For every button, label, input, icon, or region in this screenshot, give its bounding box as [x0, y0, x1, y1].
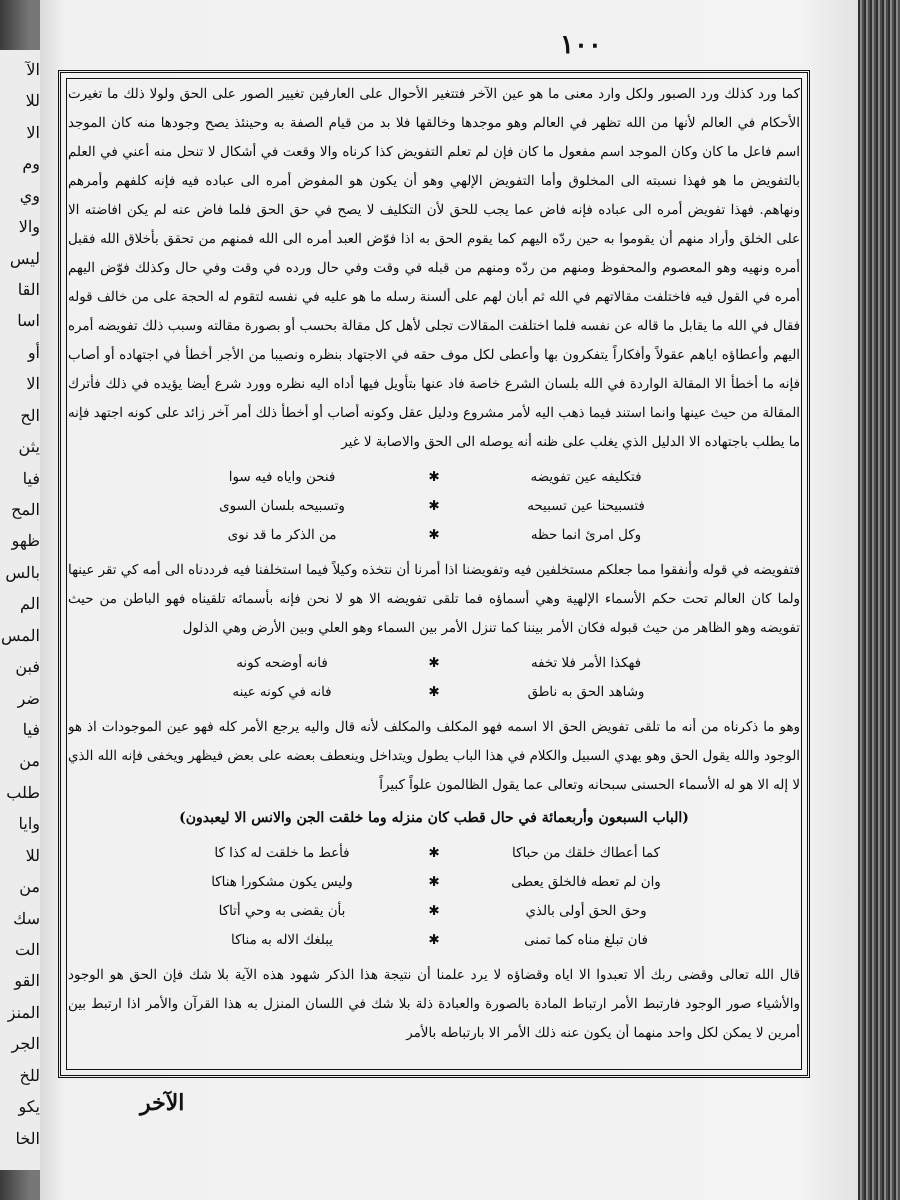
verse-left-hemistich: فأعط ما خلقت له كذا كا: [214, 846, 350, 861]
verse-line: [68, 492, 800, 521]
previous-page-text-fragment: وي: [19, 185, 40, 205]
verse-line: [68, 678, 800, 707]
star-separator-icon: ✱: [428, 685, 440, 700]
verse-right-hemistich: فتكليفه عين تفويضه: [530, 470, 642, 485]
verse-line: [68, 463, 800, 492]
previous-page-text-fragment: ضر: [17, 688, 40, 708]
previous-page-text-fragment: الا: [26, 374, 40, 394]
previous-page-text-fragment: بالس: [5, 562, 40, 582]
previous-page-text-fragment: للخ: [19, 1065, 40, 1085]
verse-line: [68, 926, 800, 955]
previous-page-text-fragment: اسا: [17, 311, 40, 331]
previous-page-text-fragment: فيا: [22, 720, 40, 739]
previous-page-text-fragment: يكو: [18, 1097, 40, 1117]
previous-page-text-fragment: الجر: [11, 1034, 40, 1054]
verse-line: [68, 649, 800, 678]
verse-right-hemistich: فهكذا الأمر فلا تخفه: [530, 656, 642, 671]
star-separator-icon: ✱: [428, 846, 440, 861]
verse-right-hemistich: وشاهد الحق به ناطق: [527, 685, 645, 700]
paragraph: وهو ما ذكرناه من أنه ما تلقى تفويض الحق الا اسمه فهو المكلف والمكلف لأنه قال واليه يرجع الأمر كله فهو عين الموجودات اذ هو الوجود والله يقول الحق وهو يهدي السبيل والكلام في هذا الباب يطول ويتداخل وينعطف بعضه على بعض فيظهر ويخفى فإنه الله الذي لا إله الا هو له الأسماء الحسنى سبحانه وتعالى عما يقول الظالمون علواً كبيراً: [68, 720, 800, 793]
previous-page-text-fragment: سك: [13, 908, 40, 928]
previous-page-edge: [0, 50, 43, 1170]
previous-page-text-fragment: المس: [1, 625, 40, 645]
paragraph: فتفويضه في قوله وأنفقوا مما جعلكم مستخلفين فيه وتفويضنا اذا أمرنا أن نتخذه وكيلاً فيما استخلفنا فيه فرددناه الى أمه كي تقر عينها ولما كان العالم تحت حكم الأسماء الإلهية وهي أسماؤه فما تلقى تفويضه الا هو لا نحن فإنه بأسمائه تلقيناه فهو الباطن من حيث تفويضه وهو الظاهر من حيث قبوله فكان الأمر بيننا كما تنزل الأمر بين السماء وهو العلي وبين الأرض وهي الذلول: [68, 563, 800, 636]
previous-page-text-fragment: يثن: [18, 437, 40, 457]
previous-page-text-fragment: طلب: [6, 782, 40, 802]
paragraph: كما ورد كذلك ورد الصبور ولكل وارد معنى ما هو عين الآخر فتتغير الأحوال على العارفين تغيير الصور على الحق ولولا ذلك ما تغيرت الأحكام في العالم لأنها من الله تظهر في العالم وهو موجدها وخالقها فلا بد من قيام الصفة به وحينئذ يصح وجودها منه كان الموجد اسم فاعل ما كان وكان الموجد اسم مفعول ما كان فإن لم تعلم التفويض كذا كرناه والا وقعت في أشكال لا تنحل منه أعني في العلم بالتفويض ما هو فهذا نسبته الى المخلوق وأما التفويض الإلهي وهو أن يكون هو المفوض أمره الى عباده فيه فإنه كلفهم وأمرهم ونهاهم. فهذا تفويض أمره الى عباده فإنه فاض عما يجب للحق لأن التكليف لا يصح في حق الحق فلما فاض عنه لم يكن افاضته الا على الخلق وأراد منهم أن يقوموا به حين ردّه اليهم كما يقوم الحق به اذا فوّض العبد أمره الى الله فمنهم من تحقق بأخلاق الله فقبل أمره ونهيه وهو المعصوم والمحفوظ ومنهم من ردّه ومنهم من قبله في وقت وفي حال ورده في وقت وفي حال وكذلك فوّض اليهم أمره في القول فيه فاختلفت مقالاتهم في الله ثم أبان لهم على ألسنة رسله ما هو عليه في نفسه لتقوم له الحجة على من خالف قوله فقال في الله ما يقابل ما قاله عن نفسه فلما اختلفت المقالات تجلى لأهل كل مقالة بحسب أو بصورة مقالته وسبب ذلك تفويضه أمره اليهم وأعطاؤه اياهم عقولاً وأفكاراً يتفكرون بها وأعطى لكل موف حقه في الاجتهاد بنظره ونصيبا من الأجر أخطأ في اجتهاده أو أصاب فإنه ما أخطأ الا المقالة الواردة في الله بلسان الشرع خاصة فاد عنها بتأويل فيها أداه اليه نظره وورد شرع أيضا يؤيده في ذلك فأترك المقالة من حيث عينها وانما استند فيما ذهب اليه لأمر مشروع ودليل عقل وكونه أصاب أو أخطأ ذلك أمر آخر زائد على كونه اجتهد فإنه ما يطلب باجتهاده الا الدليل الذي يغلب على ظنه أنه يوصله الى الحق والاصابة لا غير: [68, 87, 800, 450]
verse-line: [68, 868, 800, 897]
previous-page-text-fragment: الخا: [15, 1128, 40, 1148]
chapter-title: (الباب السبعون وأربعمائة في حال قطب كان منزله وما خلقت الجن والانس الا ليعبدون): [179, 810, 689, 826]
previous-page-text-fragment: الت: [14, 940, 40, 959]
verse-right-hemistich: فتسبيحنا عين تسبيحه: [527, 499, 645, 514]
verse-left-hemistich: من الذكر ما قد نوى: [227, 528, 337, 543]
previous-page-text-fragment: أو: [27, 342, 40, 362]
verse-right-hemistich: وحق الحق أولى بالذي: [525, 904, 647, 919]
previous-page-text-fragment: الح: [20, 405, 40, 425]
previous-page-text-fragment: الم: [20, 594, 40, 614]
previous-page-text-fragment: المح: [11, 500, 40, 519]
previous-page-text-fragment: القا: [17, 280, 40, 299]
verse-group: [68, 463, 800, 550]
previous-page-text-fragment: للا: [25, 91, 40, 111]
star-separator-icon: ✱: [428, 904, 440, 919]
verse-left-hemistich: فانه أوضحه كونه: [236, 656, 328, 671]
previous-page-text-fragment: فبن: [15, 657, 40, 677]
previous-page-text-fragment: فيا: [22, 468, 40, 488]
previous-page-text-fragment: ليس: [9, 248, 40, 268]
star-separator-icon: ✱: [428, 499, 440, 514]
previous-page-text-fragment: من: [19, 877, 40, 897]
star-separator-icon: ✱: [428, 656, 440, 671]
previous-page-text-fragment: للا: [25, 845, 40, 865]
verse-left-hemistich: وليس يكون مشكورا هناكا: [211, 875, 353, 890]
star-separator-icon: ✱: [428, 933, 440, 948]
previous-page-text-fragment: وايا: [18, 814, 40, 834]
star-separator-icon: ✱: [428, 470, 440, 485]
verse-right-hemistich: وكل امرئ انما حظه: [530, 528, 642, 543]
previous-page-text-fragment: القو: [14, 971, 40, 991]
catchword: الآخر: [140, 1090, 185, 1116]
previous-page-text-fragment: الا: [26, 122, 40, 142]
verse-group: [68, 649, 800, 707]
page-stack-gutter: [858, 0, 900, 1200]
previous-page-text-fragment: المنز: [7, 1002, 40, 1022]
previous-page-text-fragment: وم: [22, 154, 40, 174]
verse-left-hemistich: يبلغك الاله به مناكا: [231, 933, 333, 948]
previous-page-text-fragment: والا: [18, 217, 40, 237]
verse-line: [68, 521, 800, 550]
paragraph: قال الله تعالى وقضى ربك ألا تعبدوا الا اياه وقضاؤه لا يرد علمنا أن نتيجة هذا الذكر شهود هذه الآية بلا شك فإن الحق هو الوجود والأشياء صور الوجود فارتبط الأمر ارتباط المادة بالصورة والعبادة ذلة بلا شك في اللسان المنزل به هذا القرآن والأمر اذا ارتبط بين أمرين لا يمكن لكل واحد منهما أن يكون عنه ذلك الأمر الا بارتباطه بالأمر: [68, 968, 800, 1041]
verse-left-hemistich: فانه في كونه عينه: [232, 685, 332, 700]
verse-line: [68, 839, 800, 868]
verse-line: [68, 897, 800, 926]
star-separator-icon: ✱: [428, 875, 440, 890]
verse-right-hemistich: وان لم تعطه فالخلق يعطى: [511, 875, 661, 890]
verse-right-hemistich: فان تبلغ مناه كما تمنى: [524, 933, 648, 948]
page-number: ١٠٠: [560, 30, 602, 60]
main-text: [68, 80, 800, 1070]
verse-left-hemistich: وتسبيحه بلسان السوى: [219, 499, 345, 514]
verse-right-hemistich: كما أعطاك خلقك من حباكا: [511, 846, 661, 861]
previous-page-text-fragment: من: [19, 751, 40, 771]
previous-page-text-fragment: الآ: [26, 60, 40, 79]
previous-page-text-fragment: ظهو: [11, 531, 40, 551]
verse-left-hemistich: بأن يقضى به وحي أتاكا: [218, 904, 346, 919]
star-separator-icon: ✱: [428, 528, 440, 543]
verse-left-hemistich: فنحن واياه فيه سوا: [228, 470, 336, 485]
verse-group: [68, 839, 800, 955]
